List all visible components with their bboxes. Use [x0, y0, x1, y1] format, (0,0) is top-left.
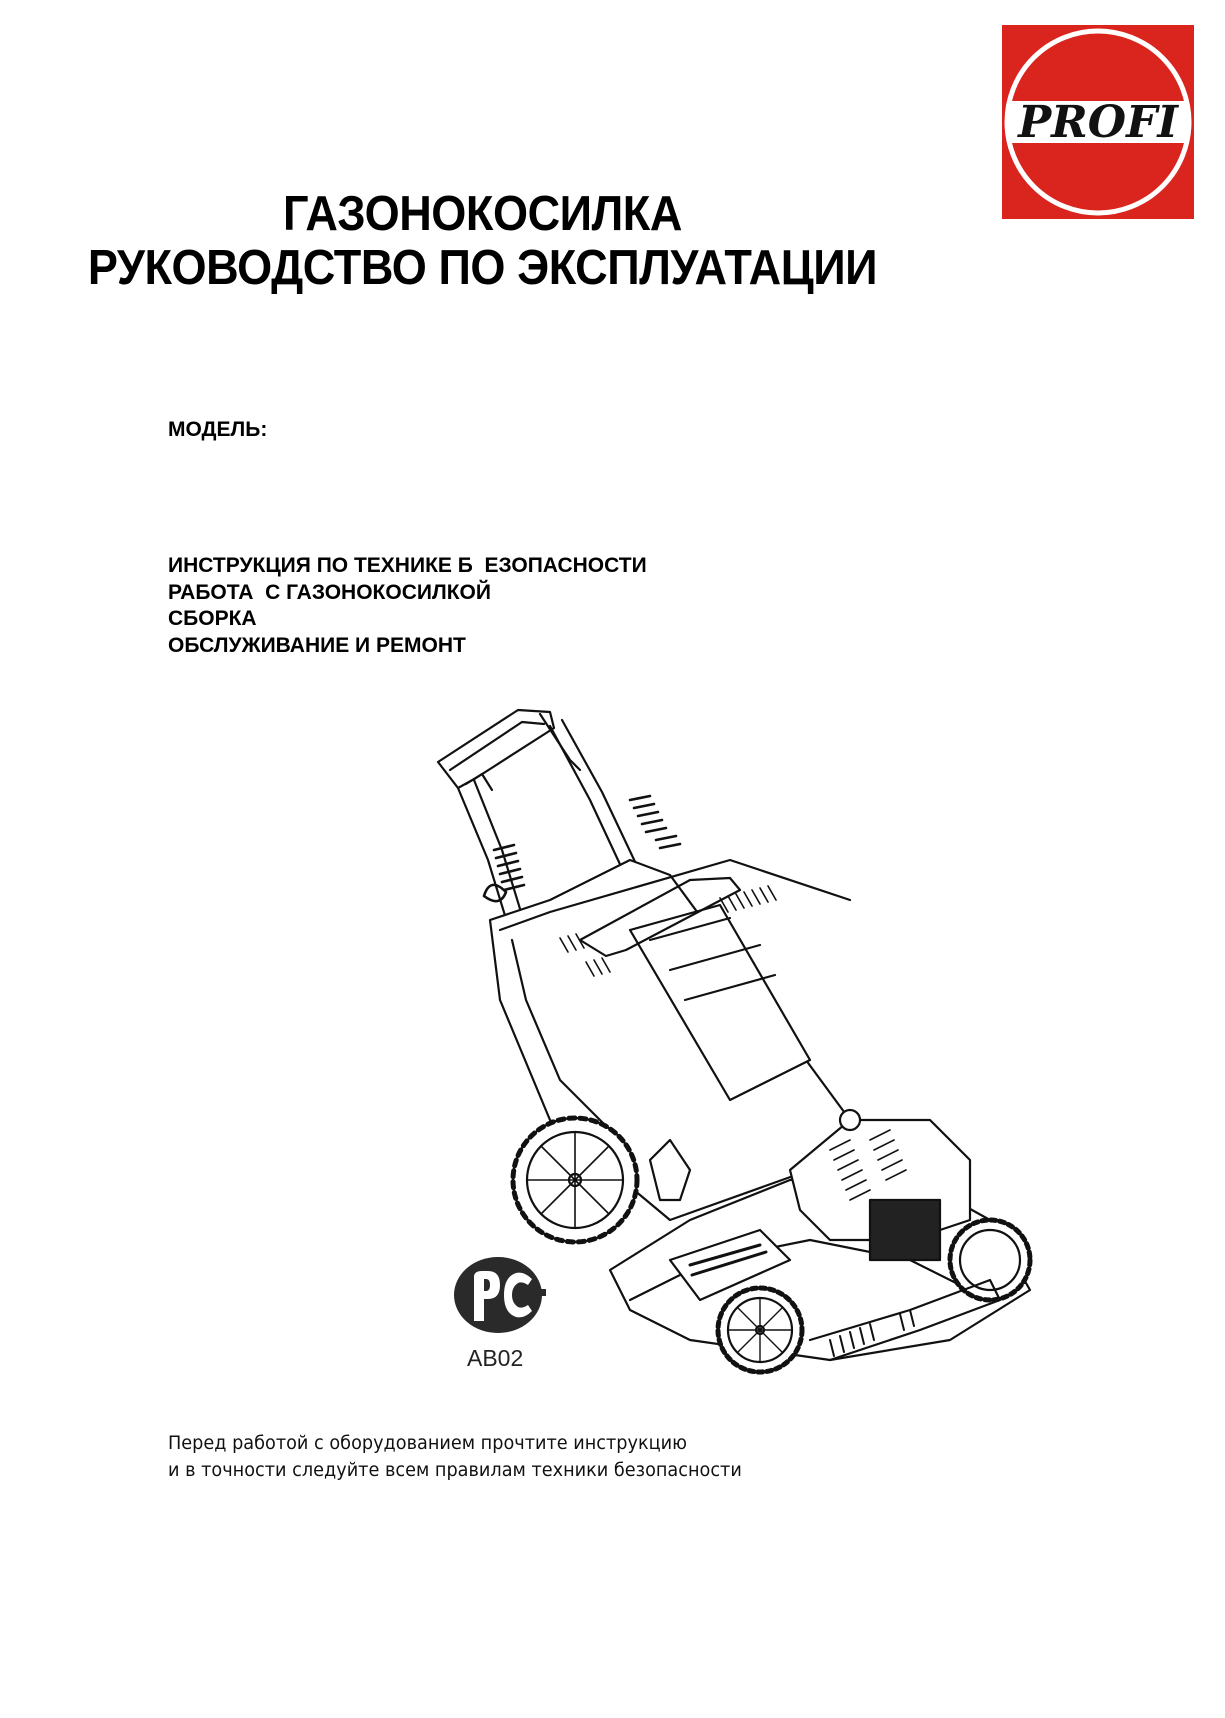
svg-text:PROFI: PROFI — [1018, 97, 1178, 148]
contents-item-assembly: СБОРКА — [168, 607, 257, 630]
safety-notice-line-2: и в точности следуйте всем правилам техники безопасности — [168, 1459, 742, 1481]
contents-item-operation: РАБОТА С ГАЗОНОКОСИЛКОЙ — [168, 580, 491, 604]
document-title: ГАЗОНОКОСИЛКА — [283, 187, 682, 241]
contents-item-safety: ИНСТРУКЦИЯ ПО ТЕХНИКЕ Б ЕЗОПАСНОСТИ — [168, 554, 647, 577]
document-subtitle: РУКОВОДСТВО ПО ЭКСПЛУАТАЦИИ — [87, 241, 878, 295]
contents-item-maintenance: ОБСЛУЖИВАНИЕ И РЕМОНТ — [168, 633, 466, 657]
rst-certification-icon — [450, 1255, 550, 1341]
safety-notice-line-1: Перед работой с оборудованием прочтите инструкцию — [168, 1432, 688, 1454]
certification-mark — [450, 1255, 550, 1346]
certification-code: АВ02 — [467, 1345, 524, 1371]
model-label: МОДЕЛЬ: — [168, 418, 268, 441]
safety-notice — [168, 1430, 742, 1484]
contents-list — [168, 553, 647, 659]
